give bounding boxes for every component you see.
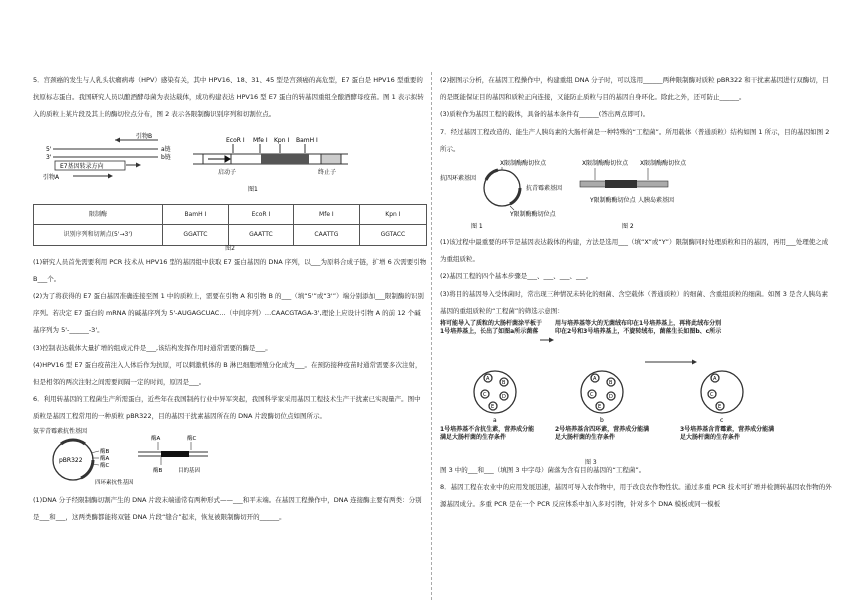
- plasmid-enzyme-c: 酶C: [100, 462, 110, 469]
- amp-resistance-label: 抗青霉素基因: [526, 185, 563, 193]
- q5-part-2: (2)为了将获得的 E7 蛋白基因准确连接至图 1 中的质粒上，需要在引物 A 和引物 B 的___（填“5'”或“3'”）端分别添加___限制酶的识别序列。若决定 E7 蛋白的 mRNA 的碱基序列为 5'-AUGAGCUAC…（中间序列）…CAACGTAGA-3',理论上应设计引物 A 的前 12 个碱基序列为 5'-______-3'。: [33, 292, 424, 335]
- tet-gene-arc: [486, 170, 498, 180]
- strand-b-label: b链: [161, 153, 171, 161]
- enzyme-cell: BamH Ⅰ: [163, 204, 229, 224]
- dish-b: [581, 371, 623, 413]
- insulin-gene-label: 人胰岛素基因: [638, 197, 675, 205]
- tet-resistance-label: 四环素抗性基因: [95, 479, 134, 486]
- figure-1-svg: [33, 124, 427, 204]
- amp-resistance-label: 氨苄青霉素抗性基因: [33, 427, 88, 435]
- q6-part-1: (1)DNA 分子经限制酶切割产生的 DNA 片段末端通常有两种形式——___和平末端。在基因工程操作中，DNA 连接酶主要有两类：分别是___和___，这两类酶都能将双链 DNA 片段“缝合”起来，恢复被限制酶切开的______。: [33, 495, 422, 521]
- plasmid-label: pBR322: [59, 456, 83, 464]
- figure-7-svg: [440, 158, 832, 234]
- plasmid-enzyme-b: 酶B: [100, 448, 110, 455]
- y-site-label-2: Y限制酶酶切位点: [590, 197, 636, 205]
- colony-b-C-label: C: [590, 392, 594, 399]
- x-site-label-2: X限制酶酶切位点: [582, 160, 629, 168]
- x-site-label-3: X限制酶酶切位点: [640, 160, 687, 168]
- insert-region: [261, 154, 309, 164]
- sequence-row-label: 识别序列和切割点(5'→3'): [34, 224, 163, 245]
- left-column: [33, 72, 427, 526]
- figure-3-step-2: 用与培养基等大的无菌绒布印在1号培养基上，再将此绒布分别印在2号和3号培养基上，不旋转绒布，菌落生长如图b、c所示: [555, 320, 722, 336]
- dish-b-label: b: [600, 417, 604, 425]
- y-site-label: Y限制酶酶切位点: [510, 211, 556, 219]
- right-column: [440, 72, 832, 514]
- colony-a-A-label: A: [486, 376, 490, 383]
- sequence-cell: CAATTG: [293, 224, 359, 245]
- q7-part-1: (1)该过程中最重要的环节是基因表达载体的构建，方法是选用___（填“X”或“Y”）限制酶同时处理质粒和目的基因，再用___处理使之成为重组质粒。: [440, 238, 829, 264]
- colony-b-E-label: E: [598, 404, 602, 411]
- dish-a: [474, 371, 516, 413]
- sequence-cell: GGTACC: [359, 224, 426, 245]
- figure-7: [440, 158, 832, 234]
- amp-gene-arc: [510, 188, 520, 204]
- figure-3-note-1: 1号培养基不含抗生素，营养成分能满足大肠杆菌的生存条件: [440, 426, 535, 442]
- figure-3-note-3: 3号培养基含青霉素，营养成分能满足大肠杆菌的生存条件: [680, 426, 775, 442]
- e7-direction-label: E7基因转录方向: [60, 162, 104, 170]
- colony-b-A-label: A: [593, 376, 597, 383]
- plasmid-enzyme-a: 酶A: [100, 455, 110, 462]
- q6-part-3: (3)质粒作为基因工程的载体，具备的基本条件有______(答出两点即可)。: [440, 110, 650, 119]
- colony-a-E-label: E: [491, 404, 495, 411]
- q5-part-3: (3)控制表达载体大量扩增的组成元件是___,该结构发挥作用时通常需要的酶是___。: [33, 343, 272, 352]
- site-bamhi: BamH Ⅰ: [296, 136, 318, 144]
- colony-a-C-label: C: [483, 392, 487, 399]
- five-prime-label: 5': [46, 145, 52, 153]
- figure-3: [440, 320, 832, 467]
- colony-a-D-label: D: [502, 394, 506, 401]
- enzyme-row: [34, 204, 427, 224]
- tet-resistance-label: 抗四环素基因: [440, 175, 477, 183]
- target-enzyme-a: 酶A: [151, 435, 161, 442]
- site-ecori: EcoR Ⅰ: [226, 136, 245, 144]
- site-kpni: Kpn Ⅰ: [274, 136, 290, 144]
- colony-c-A-label: A: [713, 376, 717, 383]
- colony-b-B-label: B: [609, 380, 613, 387]
- target-gene-bar: [161, 451, 189, 457]
- q7-stem: 7．经过基因工程改造的、能生产人胰岛素的大肠杆菌是一种特殊的“工程菌”。所用载体（普通质粒）结构如图 1 所示，目的基因如图 2 所示。: [440, 127, 830, 153]
- q8-stem: 8．基因工程在农业中的应用发展迅速，基因可导入农作物中，用于改良农作物性状。通过多重 PCR 技术可扩增并检测转基因农作物的外源基因成分。多重 PCR 是在一个 PCR 反应体系中加入多对引物，针对多个 DNA 模板或同一模板: [440, 483, 832, 509]
- figure-3-step-1: 将可能导入了质粒的大肠杆菌涂平板于1号培养基上，长出了如图a所示菌落: [440, 320, 543, 336]
- q5-part-1: (1)研究人员首先需要利用 PCR 技术从 HPV16 型的基因组中获取 E7 蛋白基因的 DNA 序列，以___为原料合成子链，扩增 6 次需要引物 B___个。: [33, 257, 427, 283]
- sequence-cell: GGATTC: [163, 224, 229, 245]
- colony-c-C-label: C: [710, 392, 714, 399]
- dish-c-label: c: [720, 417, 724, 425]
- q7-part-3: (3)将目的基因导入受体菌时，常出现三种情况未转化的细菌、含空载体（普通质粒）的细菌、含重组质粒的细菌。如图 3 是含人胰岛素基因的重组质粒的“工程菌”的筛选示意图：: [440, 289, 828, 315]
- plasmid-site-b-line: [91, 451, 99, 453]
- colony-a-B-label: B: [502, 380, 506, 387]
- q7-part-2: (2)基因工程的四个基本步骤是___、___、___、___。: [440, 272, 593, 281]
- strand-a-label: a链: [161, 145, 171, 153]
- enzyme-row-label: 限制酶: [34, 204, 163, 224]
- figure-7-caption-1: 图 1: [471, 223, 483, 231]
- primer-b-label: 引物B: [136, 132, 153, 140]
- enzyme-cell: Mfe Ⅰ: [293, 204, 359, 224]
- tet-gene-arc: [81, 460, 93, 478]
- figure-1-caption: 图1: [248, 185, 258, 193]
- figure-3-caption: 图 3: [585, 459, 597, 467]
- figure-2: [33, 204, 427, 254]
- colony-b-D-label: D: [609, 394, 613, 401]
- three-prime-label: 3': [46, 153, 52, 161]
- q5-stem: 5．宫颈癌的发生与人乳头状瘤病毒（HPV）感染有关，其中 HPV16、18、31、45 型是宫颈癌的高危型，E7 蛋白是 HPV16 型重要的抗原标志蛋白。我国研究人员以酿酒酵母菌为表达载体，成功构建表达 HPV16 型 E7 蛋白的转基因重组全酿酒酵母疫苗。图 1 表示拟转入的质粒上某片段及其上的酶切位点分布，图 2 表示各限制酶识别序列和切割位点。: [33, 76, 424, 119]
- enzyme-cell: EcoR Ⅰ: [228, 204, 293, 224]
- sequence-cell: GAATTC: [228, 224, 293, 245]
- figure-6-svg: [33, 426, 427, 492]
- amp-gene-arc: [61, 440, 85, 444]
- figure-2-caption: 图2: [225, 244, 235, 252]
- figure-3-note-2: 2号培养基含四环素，营养成分能满足大肠杆菌的生存条件: [555, 426, 650, 442]
- q7-part-3-answer: 图 3 中的___和___（填图 3 中字母）菌落为含有目的基因的“工程菌”。: [440, 466, 646, 475]
- target-enzyme-b: 酶B: [153, 467, 163, 474]
- e7-direction-arrowhead: [136, 162, 141, 167]
- promoter-label: 启动子: [218, 168, 237, 176]
- y-site-line: [510, 206, 514, 210]
- target-gene-label: 目的基因: [178, 467, 201, 474]
- primer-b-arrowhead: [115, 137, 120, 142]
- step-arrow-1-head: [549, 338, 554, 343]
- terminator-label: 终止子: [318, 168, 337, 176]
- colony-c-E-label: E: [718, 404, 722, 411]
- enzyme-cell: Kpn Ⅰ: [359, 204, 426, 224]
- target-enzyme-c: 酶C: [187, 435, 197, 442]
- dish-c: [701, 371, 743, 413]
- figure-6: [33, 426, 427, 492]
- q5-part-4: (4)HPV16 型 E7 蛋白疫苗注入人体后作为抗原，可以刺激机体的 B 淋巴细胞增殖分化成为___。在预防接种疫苗时通常需要多次注射，但是相邻的两次注射之间需要间隔一定的时间，原因是___。: [33, 360, 422, 387]
- x-site-label-1: X限制酶酶切位点: [500, 160, 547, 168]
- figure-1: [33, 124, 427, 204]
- site-mfei: Mfe Ⅰ: [253, 136, 268, 144]
- step-arrow-2-head: [692, 360, 697, 365]
- primer-a-label: 引物A: [43, 173, 60, 181]
- terminator-box: [321, 154, 341, 164]
- insulin-gene-bar: [605, 180, 637, 188]
- dish-a-label: a: [493, 417, 497, 425]
- q6-part-2: (2)据图示分析，在基因工程操作中，构建重组 DNA 分子时，可以选用______两种限制酶对质粒 pBR322 和干扰素基因进行双酶切，目的是既能保证目的基因和质粒正向连接，又能防止质粒与目的基因自身环化。除此之外，还可防止______。: [440, 76, 829, 102]
- q6-stem: 6．利用转基因的工程菌生产所需蛋白，近些年在我国制药行业中异军突起，我国科学家采用基因工程技术生产干扰素已实现量产。图中质粒是基因工程常用的一种质粒 pBR322，目的基因干扰素基因所在的 DNA 片段酶切位点如图所示。: [33, 395, 421, 421]
- primer-a-arrowhead: [108, 173, 113, 178]
- figure-7-caption-2: 图 2: [622, 223, 634, 231]
- column-divider: [431, 72, 432, 600]
